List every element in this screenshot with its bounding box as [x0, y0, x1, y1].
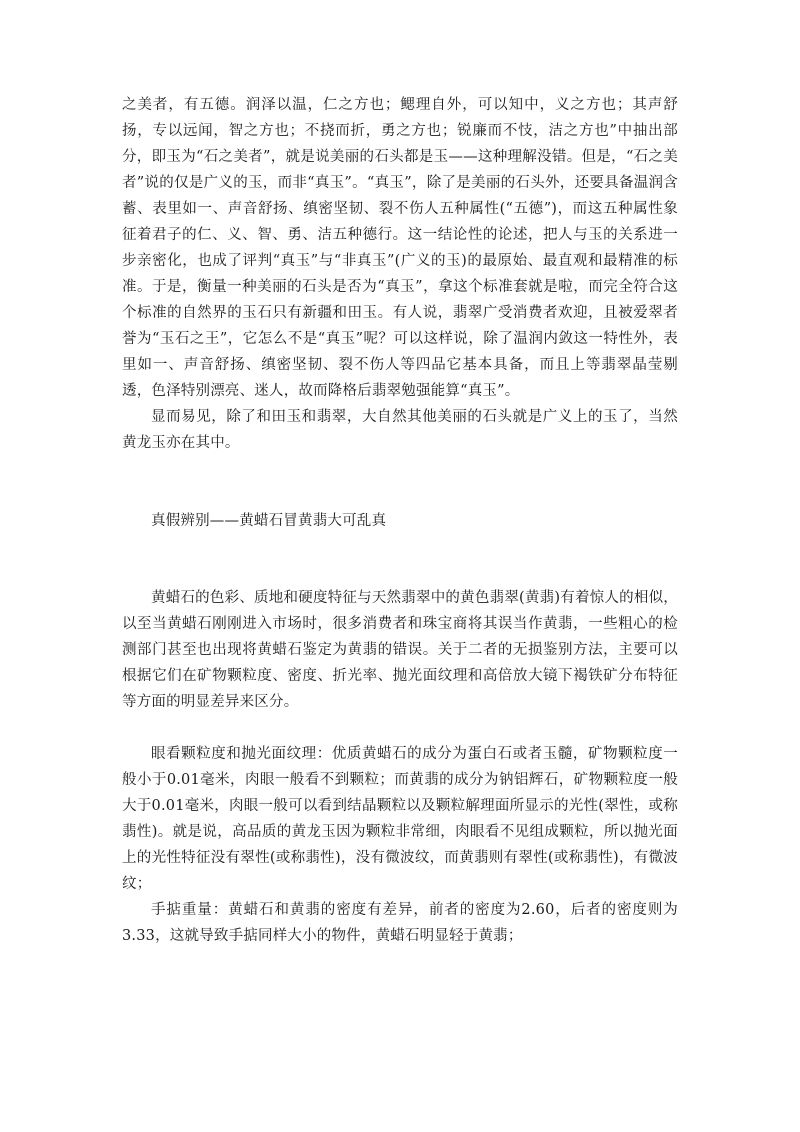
paragraph-yellow-wax-stone: 黄蜡石的色彩、质地和硬度特征与天然翡翠中的黄色翡翠(黄翡)有着惊人的相似，以至当黄蜡石刚刚进入市场时，很多消费者和珠宝商将其误当作黄翡，一些粗心的检测部门甚至也出现将黄蜡石鉴定为黄翡的错误。关于二者的无损鉴别方法，主要可以根据它们在矿物颗粒度、密度、折光率、抛光面纹理和高倍放大镜下褐铁矿分布特征等方面的明显差异来区分。 [122, 590, 678, 710]
paragraph-broad-jade: 显而易见，除了和田玉和翡翠，大自然其他美丽的石头就是广义上的玉了，当然黄龙玉亦在其中。 [122, 409, 678, 451]
section-heading-authenticity: 真假辨别——黄蜡石冒黄翡大可乱真 [151, 513, 387, 529]
paragraph-grain-texture: 眼看颗粒度和抛光面纹理：优质黄蜡石的成分为蛋白石或者玉髓，矿物颗粒度一般小于0.01毫米，肉眼一般看不到颗粒；而黄翡的成分为钠铝辉石，矿物颗粒度一般大于0.01毫米，肉眼一般可以看到结晶颗粒以及颗粒解理面所显示的光性(翠性，或称翡性)。就是说，高品质的黄龙玉因为颗粒非常细，肉眼看不见组成颗粒，所以抛光面上的光性特征没有翠性(或称翡性)，没有微波纹，而黄翡则有翠性(或称翡性)，有微波纹； [122, 746, 678, 892]
paragraph-five-virtues: 之美者，有五德。润泽以温，仁之方也；鳃理自外，可以知中，义之方也；其声舒扬，专以远闻，智之方也；不挠而折，勇之方也；锐廉而不忮，洁之方也”中抽出部分，即玉为“石之美者”，就是说美丽的石头都是玉——这种理解没错。但是，“石之美者”说的仅是广义的玉，而非“真玉”。“真玉”，除了是美丽的石头外，还要具备温润含蓄、表里如一、声音舒扬、缜密坚韧、裂不伤人五种属性(“五德”)，而这五种属性象征着君子的仁、义、智、勇、洁五种德行。这一结论性的论述，把人与玉的关系进一步亲密化，也成了评判“真玉”与“非真玉”(广义的玉)的最原始、最直观和最精准的标准。于是，衡量一种美丽的石头是否为“真玉”，拿这个标准套就是啦，而完全符合这个标准的自然界的玉石只有新疆和田玉。有人说，翡翠广受消费者欢迎，且被爱翠者誉为“玉石之王”，它怎么不是“真玉”呢？可以这样说，除了温润内敛这一特性外，表里如一、声音舒扬、缜密坚韧、裂不伤人等四品它基本具备，而且上等翡翠晶莹剔透，色泽特别漂亮、迷人，故而降格后翡翠勉强能算“真玉”。 [122, 97, 678, 399]
paragraph-weight: 手掂重量：黄蜡石和黄翡的密度有差异，前者的密度为2.60，后者的密度则为3.33，这就导致手掂同样大小的物件，黄蜡石明显轻于黄翡； [122, 902, 678, 944]
